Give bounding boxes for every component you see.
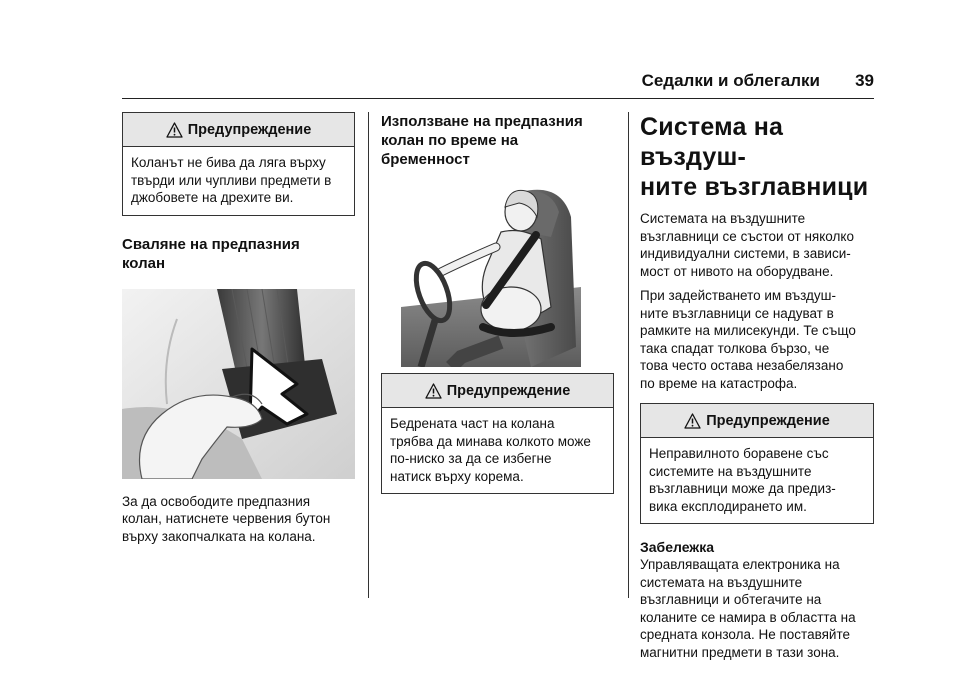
warning-title: Предупреждение <box>187 121 312 138</box>
note-label: Забележка <box>640 539 715 555</box>
text-line: възглавници се състои от няколко <box>640 228 854 244</box>
text-line: по време на катастрофа. <box>640 375 798 391</box>
text-line: по-ниско за да се избегне <box>390 451 552 466</box>
text-line: Управляващата електроника на <box>640 557 840 572</box>
heading-line: колан по време на <box>381 132 519 149</box>
text-line: Коланът не бива да ляга върху <box>131 155 326 170</box>
text-line: Системата на въздушните <box>640 211 806 226</box>
heading-line: ните възглавници <box>640 173 869 201</box>
text-line: Неправилното боравене със <box>649 446 829 461</box>
warning-box-pregnancy <box>381 373 614 494</box>
warning-title: Предупреждение <box>706 412 830 429</box>
paragraph-release <box>122 493 355 546</box>
text-line: джобовете на дрехите ви. <box>131 190 294 205</box>
heading-line: колан <box>122 254 166 272</box>
warning-triangle-icon <box>684 413 701 429</box>
text-line: възглавници може да предиз- <box>649 481 836 496</box>
column-2 <box>381 112 614 494</box>
warning-title: Предупреждение <box>446 382 571 399</box>
text-line: При задействането им въздуш- <box>640 288 836 303</box>
text-line: рамките на милисекунди. Те също <box>640 323 856 338</box>
warning-text <box>382 408 613 493</box>
paragraph-airbag-deploy <box>640 287 874 392</box>
text-line: върху закопчалката на колана. <box>122 528 316 544</box>
heading-line: Използване на предпазния <box>381 113 583 130</box>
column-3 <box>640 112 874 661</box>
text-line: натиск върху корема. <box>390 468 524 484</box>
text-line: мост от нивото на оборудване. <box>640 263 834 279</box>
pregnant-woman-seatbelt-illustration <box>401 177 581 367</box>
header-divider <box>122 98 874 99</box>
text-line: системата на въздушните <box>640 574 803 590</box>
text-line: индивидуални системи, в зависи- <box>640 246 851 261</box>
text-line: средната конзола. Не поставяйте <box>640 627 850 642</box>
heading-line: Система на въздуш- <box>640 113 784 171</box>
text-line: магнитни предмети в тази зона. <box>640 644 840 660</box>
text-line: така спадат толкова бързо, че <box>640 340 830 356</box>
warning-header <box>641 404 873 438</box>
warning-triangle-icon <box>166 122 183 138</box>
warning-header <box>382 374 613 408</box>
heading-line: Сваляне на предпазния <box>122 235 300 253</box>
text-line: коланите се намира в областта на <box>640 609 856 625</box>
seatbelt-buckle-release-illustration <box>122 289 355 479</box>
paragraph-airbag-intro <box>640 210 874 280</box>
section-heading-pregnancy <box>381 112 614 169</box>
paragraph-note <box>640 556 874 661</box>
heading-line: бременност <box>381 151 470 168</box>
warning-text <box>123 147 354 215</box>
warning-box-belt-objects <box>122 112 355 216</box>
warning-text <box>641 438 873 523</box>
column-divider-2 <box>628 112 629 598</box>
text-line: ните възглавници се надуват в <box>640 305 834 321</box>
column-divider-1 <box>368 112 369 598</box>
text-line: За да освободите предпазния <box>122 493 311 509</box>
text-line: вика експлодирането им. <box>649 498 807 514</box>
warning-box-airbag-handling <box>640 403 874 524</box>
warning-triangle-icon <box>425 383 442 399</box>
header-title: Седалки и облегалки <box>641 71 820 90</box>
column-1 <box>122 112 355 545</box>
text-line: трябва да минава колкото може <box>390 433 591 449</box>
page-number: 39 <box>855 71 874 90</box>
text-line: Бедрената част на колана <box>390 416 555 431</box>
text-line: колан, натиснете червения бутон <box>122 511 331 526</box>
text-line: възглавници и обтегачите на <box>640 592 822 607</box>
text-line: това често остава незабелязано <box>640 358 844 373</box>
text-line: твърди или чупливи предмети в <box>131 172 332 188</box>
text-line: системите на въздушните <box>649 463 812 479</box>
section-heading-belt-release <box>122 235 355 273</box>
warning-header <box>123 113 354 147</box>
main-heading-airbag-system <box>640 112 874 202</box>
